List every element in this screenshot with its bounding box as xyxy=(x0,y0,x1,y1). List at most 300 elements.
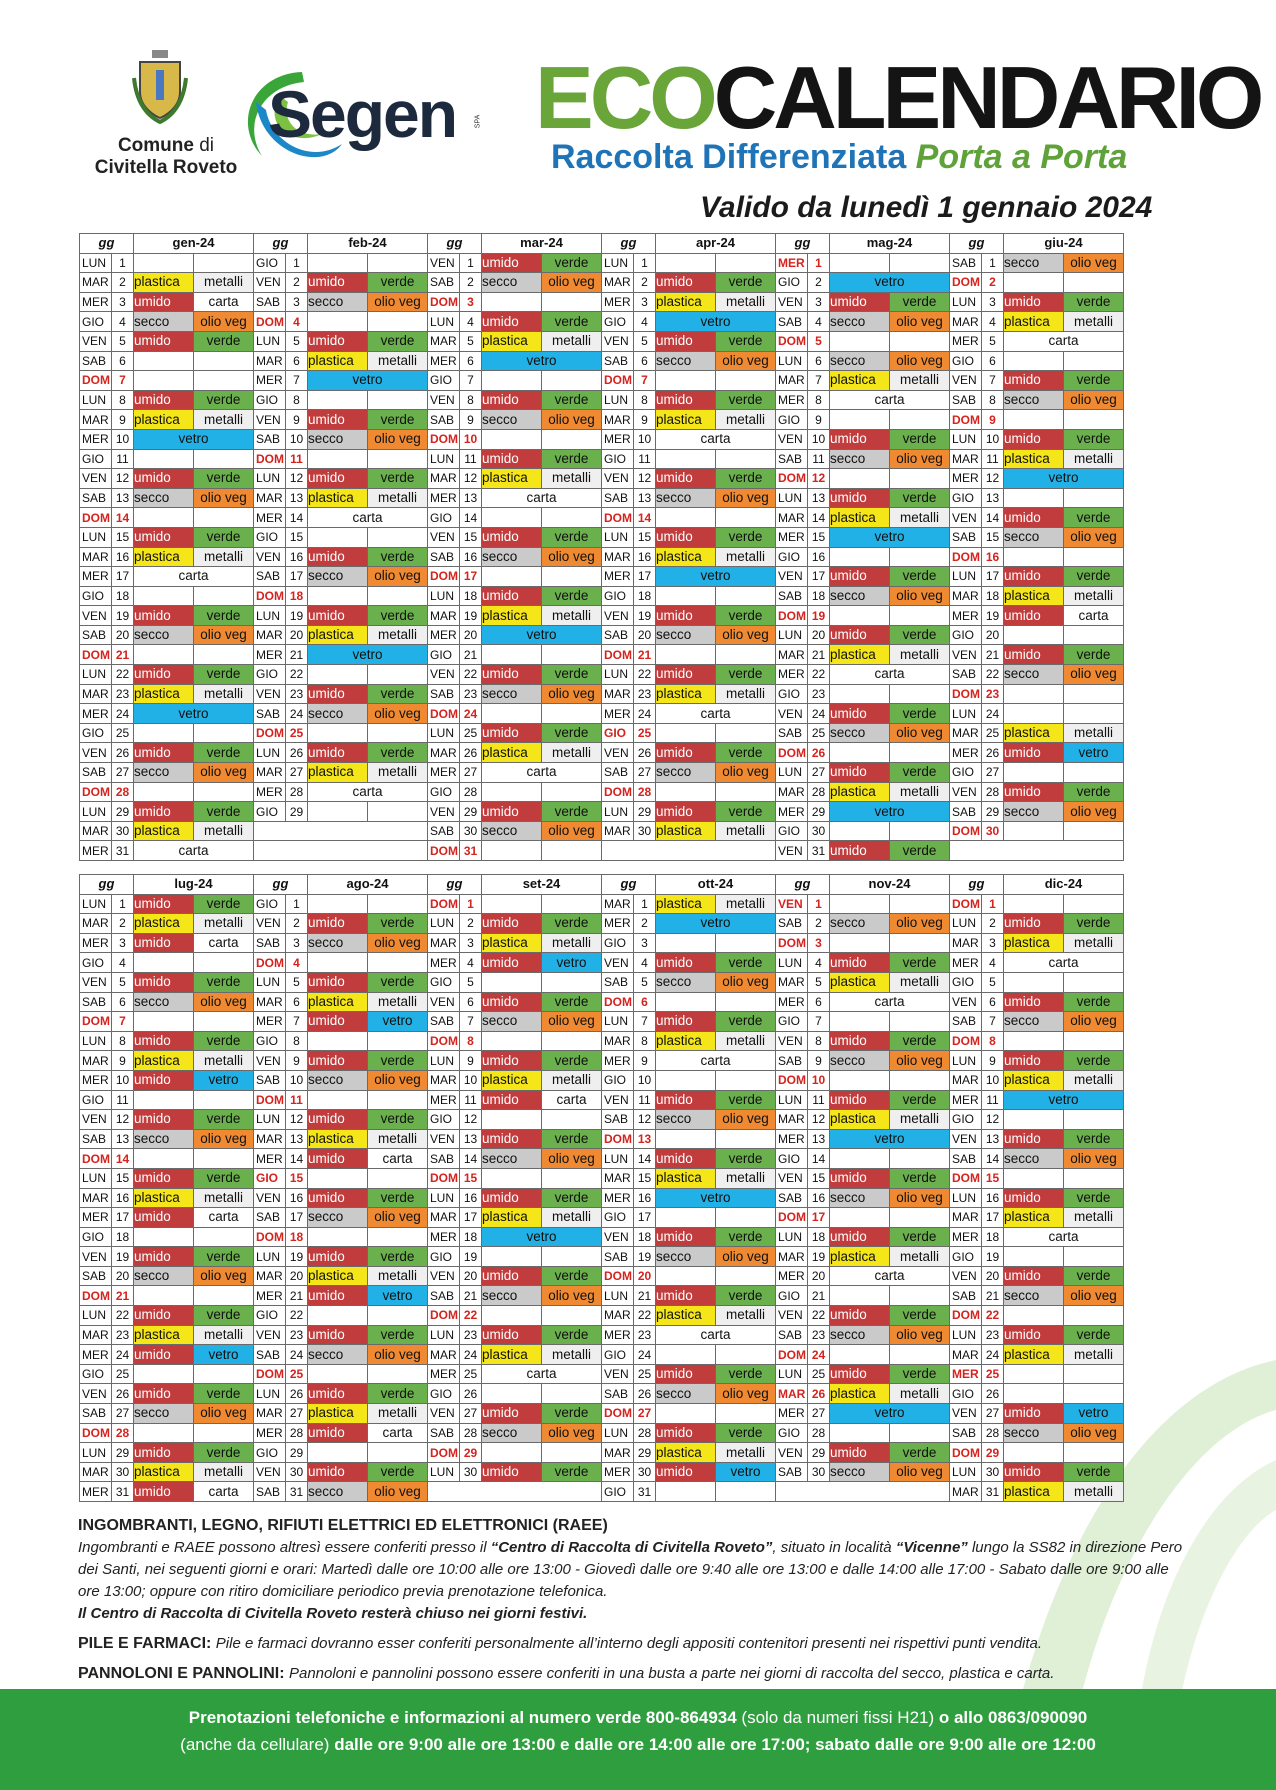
waste-vetro: vetro xyxy=(1064,743,1124,763)
calendar-row xyxy=(80,1247,1124,1267)
waste-empty xyxy=(542,1247,602,1267)
empty-cell xyxy=(254,841,428,861)
waste-empty xyxy=(1064,684,1124,704)
day-name: GIO xyxy=(254,390,286,410)
calendar-row xyxy=(80,527,1124,547)
day-name: GIO xyxy=(80,1090,112,1110)
day-name: MER xyxy=(254,782,286,802)
day-number: 2 xyxy=(982,273,1004,293)
waste-plastica: plastica xyxy=(308,625,368,645)
day-name: LUN xyxy=(428,1325,460,1345)
calendar-row xyxy=(80,704,1124,724)
day-name: MER xyxy=(776,802,808,822)
day-name: MER xyxy=(950,953,982,973)
calendar-row xyxy=(80,992,1124,1012)
day-number: 7 xyxy=(112,371,134,391)
day-name: MAR xyxy=(602,894,634,914)
day-number: 23 xyxy=(634,684,656,704)
waste-umido: umido xyxy=(308,1188,368,1208)
waste-umido: umido xyxy=(482,1266,542,1286)
waste-verde: verde xyxy=(890,488,950,508)
waste-metalli: metalli xyxy=(890,645,950,665)
day-number: 18 xyxy=(112,1227,134,1247)
waste-umido: umido xyxy=(830,953,890,973)
waste-umido: umido xyxy=(656,665,716,685)
waste-secco: secco xyxy=(134,763,194,783)
waste-umido: umido xyxy=(134,1110,194,1130)
waste-umido: umido xyxy=(482,253,542,273)
waste-carta: carta xyxy=(1004,331,1124,351)
waste-verde: verde xyxy=(542,390,602,410)
waste-plastica: plastica xyxy=(830,1384,890,1404)
waste-plastica: plastica xyxy=(134,547,194,567)
waste-olio: olio veg xyxy=(542,547,602,567)
day-name: GIO xyxy=(254,894,286,914)
day-number: 7 xyxy=(460,371,482,391)
waste-empty xyxy=(1064,1031,1124,1051)
day-name: SAB xyxy=(602,625,634,645)
day-number: 27 xyxy=(982,763,1004,783)
day-name: DOM xyxy=(602,1404,634,1424)
waste-verde: verde xyxy=(1064,371,1124,391)
day-name: MER xyxy=(776,1129,808,1149)
waste-olio: olio veg xyxy=(890,312,950,332)
waste-umido: umido xyxy=(656,390,716,410)
day-name: LUN xyxy=(80,894,112,914)
waste-umido: umido xyxy=(134,1306,194,1326)
gg-header: gg xyxy=(80,234,134,254)
waste-secco: secco xyxy=(482,1149,542,1169)
day-name: SAB xyxy=(254,1345,286,1365)
waste-empty xyxy=(656,723,716,743)
waste-empty xyxy=(482,841,542,861)
waste-empty xyxy=(368,723,428,743)
waste-metalli: metalli xyxy=(890,371,950,391)
day-number: 23 xyxy=(808,684,830,704)
waste-verde: verde xyxy=(890,1227,950,1247)
day-name: DOM xyxy=(602,1129,634,1149)
day-number: 21 xyxy=(808,1286,830,1306)
waste-verde: verde xyxy=(716,1227,776,1247)
day-name: SAB xyxy=(80,625,112,645)
day-name: MER xyxy=(950,743,982,763)
waste-empty xyxy=(368,253,428,273)
day-name: MER xyxy=(950,1227,982,1247)
waste-verde: verde xyxy=(194,1443,254,1463)
day-number: 5 xyxy=(286,972,308,992)
waste-empty xyxy=(890,410,950,430)
waste-plastica: plastica xyxy=(1004,1345,1064,1365)
day-number: 21 xyxy=(286,1286,308,1306)
day-number: 29 xyxy=(112,1443,134,1463)
waste-verde: verde xyxy=(716,273,776,293)
day-number: 28 xyxy=(634,782,656,802)
waste-empty xyxy=(890,1070,950,1090)
day-number: 17 xyxy=(112,1208,134,1228)
waste-plastica: plastica xyxy=(656,1031,716,1051)
waste-empty xyxy=(134,586,194,606)
waste-empty xyxy=(890,1423,950,1443)
day-number: 9 xyxy=(112,410,134,430)
waste-verde: verde xyxy=(1064,1325,1124,1345)
day-number: 23 xyxy=(460,684,482,704)
waste-empty xyxy=(194,723,254,743)
day-name: MER xyxy=(254,1012,286,1032)
waste-umido: umido xyxy=(308,1384,368,1404)
waste-metalli: metalli xyxy=(890,972,950,992)
day-name: DOM xyxy=(776,1345,808,1365)
waste-umido: umido xyxy=(830,1443,890,1463)
day-name: DOM xyxy=(254,1090,286,1110)
waste-empty xyxy=(134,953,194,973)
day-name: VEN xyxy=(80,1247,112,1267)
waste-vetro: vetro xyxy=(656,1188,776,1208)
waste-olio: olio veg xyxy=(716,1384,776,1404)
waste-secco: secco xyxy=(1004,1149,1064,1169)
day-number: 5 xyxy=(112,331,134,351)
day-name: GIO xyxy=(602,933,634,953)
waste-empty xyxy=(542,1384,602,1404)
day-name: VEN xyxy=(950,782,982,802)
day-name: MER xyxy=(776,992,808,1012)
waste-metalli: metalli xyxy=(890,508,950,528)
calendar-row xyxy=(80,1306,1124,1326)
day-name: MER xyxy=(254,1423,286,1443)
waste-empty xyxy=(134,1090,194,1110)
day-name: SAB xyxy=(776,586,808,606)
comune-crest-icon xyxy=(130,48,190,126)
waste-plastica: plastica xyxy=(830,508,890,528)
waste-verde: verde xyxy=(716,665,776,685)
day-name: VEN xyxy=(776,1306,808,1326)
day-number: 8 xyxy=(460,390,482,410)
waste-empty xyxy=(1004,351,1064,371)
waste-empty xyxy=(482,1384,542,1404)
waste-vetro: vetro xyxy=(830,527,950,547)
day-number: 16 xyxy=(286,1188,308,1208)
waste-empty xyxy=(482,1443,542,1463)
waste-empty xyxy=(368,1364,428,1384)
day-number: 24 xyxy=(112,704,134,724)
day-number: 13 xyxy=(634,1129,656,1149)
day-number: 11 xyxy=(982,1090,1004,1110)
day-name: GIO xyxy=(602,449,634,469)
waste-metalli: metalli xyxy=(542,1345,602,1365)
day-number: 29 xyxy=(286,802,308,822)
day-name: LUN xyxy=(80,1443,112,1463)
waste-vetro: vetro xyxy=(134,429,254,449)
waste-secco: secco xyxy=(308,1208,368,1228)
day-name: VEN xyxy=(254,914,286,934)
waste-umido: umido xyxy=(482,1129,542,1149)
day-number: 15 xyxy=(982,1168,1004,1188)
day-number: 13 xyxy=(286,488,308,508)
waste-umido: umido xyxy=(308,1149,368,1169)
day-number: 3 xyxy=(634,933,656,953)
day-name: MAR xyxy=(602,1306,634,1326)
waste-secco: secco xyxy=(308,1345,368,1365)
waste-umido: umido xyxy=(134,527,194,547)
waste-verde: verde xyxy=(890,841,950,861)
month-header: ott-24 xyxy=(656,875,776,895)
waste-plastica: plastica xyxy=(656,684,716,704)
segen-logo-text: Segen xyxy=(268,77,457,151)
day-name: DOM xyxy=(428,894,460,914)
waste-umido: umido xyxy=(1004,914,1064,934)
day-number: 10 xyxy=(112,1070,134,1090)
month-header: mag-24 xyxy=(830,234,950,254)
waste-metalli: metalli xyxy=(368,488,428,508)
waste-empty xyxy=(1064,1110,1124,1130)
waste-empty xyxy=(308,802,368,822)
day-number: 15 xyxy=(982,527,1004,547)
waste-vetro: vetro xyxy=(830,273,950,293)
waste-empty xyxy=(890,253,950,273)
waste-empty xyxy=(830,933,890,953)
calendar-jan-jun xyxy=(79,233,1124,861)
waste-empty xyxy=(656,645,716,665)
day-name: MER xyxy=(776,1404,808,1424)
day-name: LUN xyxy=(602,1012,634,1032)
day-number: 6 xyxy=(634,351,656,371)
waste-empty xyxy=(542,1306,602,1326)
waste-empty xyxy=(542,645,602,665)
waste-metalli: metalli xyxy=(368,763,428,783)
waste-plastica: plastica xyxy=(830,645,890,665)
waste-olio: olio veg xyxy=(890,1462,950,1482)
day-name: LUN xyxy=(254,606,286,626)
waste-umido: umido xyxy=(134,1070,194,1090)
day-number: 21 xyxy=(982,1286,1004,1306)
waste-secco: secco xyxy=(482,684,542,704)
waste-empty xyxy=(542,972,602,992)
waste-verde: verde xyxy=(368,410,428,430)
day-number: 17 xyxy=(460,567,482,587)
waste-empty xyxy=(1064,1384,1124,1404)
day-number: 21 xyxy=(982,645,1004,665)
month-header: gen-24 xyxy=(134,234,254,254)
waste-secco: secco xyxy=(656,351,716,371)
waste-empty xyxy=(1004,488,1064,508)
waste-vetro: vetro xyxy=(1004,469,1124,489)
day-number: 3 xyxy=(112,292,134,312)
day-name: MAR xyxy=(254,763,286,783)
day-name: SAB xyxy=(428,1286,460,1306)
day-name: LUN xyxy=(80,1168,112,1188)
gg-header: gg xyxy=(254,234,308,254)
day-number: 9 xyxy=(634,410,656,430)
day-name: DOM xyxy=(428,292,460,312)
day-name: SAB xyxy=(254,933,286,953)
day-number: 3 xyxy=(982,292,1004,312)
waste-empty xyxy=(830,1149,890,1169)
day-name: LUN xyxy=(776,488,808,508)
waste-empty xyxy=(194,449,254,469)
waste-plastica: plastica xyxy=(308,1129,368,1149)
waste-olio: olio veg xyxy=(542,1012,602,1032)
waste-metalli: metalli xyxy=(368,1266,428,1286)
waste-umido: umido xyxy=(134,1168,194,1188)
day-number: 16 xyxy=(286,547,308,567)
waste-umido: umido xyxy=(308,972,368,992)
day-number: 25 xyxy=(112,723,134,743)
day-number: 28 xyxy=(634,1423,656,1443)
day-name: MAR xyxy=(950,1345,982,1365)
waste-umido: umido xyxy=(482,1188,542,1208)
day-name: MAR xyxy=(776,645,808,665)
waste-verde: verde xyxy=(890,704,950,724)
day-name: VEN xyxy=(776,1443,808,1463)
day-number: 30 xyxy=(460,821,482,841)
day-number: 26 xyxy=(634,1384,656,1404)
waste-verde: verde xyxy=(542,253,602,273)
day-number: 24 xyxy=(982,1345,1004,1365)
day-number: 2 xyxy=(460,273,482,293)
waste-metalli: metalli xyxy=(1064,586,1124,606)
waste-empty xyxy=(542,894,602,914)
day-number: 5 xyxy=(634,972,656,992)
day-name: VEN xyxy=(254,684,286,704)
day-number: 15 xyxy=(808,1168,830,1188)
waste-empty xyxy=(368,1090,428,1110)
day-number: 10 xyxy=(808,429,830,449)
day-number: 4 xyxy=(460,953,482,973)
day-name: VEN xyxy=(776,1031,808,1051)
validity-date: Valido da lunedì 1 gennaio 2024 xyxy=(700,191,1153,224)
day-name: GIO xyxy=(776,1012,808,1032)
waste-empty xyxy=(656,586,716,606)
waste-verde: verde xyxy=(368,1462,428,1482)
day-name: MER xyxy=(254,1149,286,1169)
day-name: SAB xyxy=(254,567,286,587)
day-name: SAB xyxy=(428,1423,460,1443)
waste-verde: verde xyxy=(716,527,776,547)
day-name: SAB xyxy=(254,1070,286,1090)
day-name: DOM xyxy=(950,547,982,567)
day-number: 4 xyxy=(808,312,830,332)
day-name: VEN xyxy=(950,1129,982,1149)
waste-umido: umido xyxy=(1004,1325,1064,1345)
waste-empty xyxy=(716,1482,776,1502)
gg-header: gg xyxy=(602,875,656,895)
waste-umido: umido xyxy=(656,1149,716,1169)
day-name: VEN xyxy=(80,743,112,763)
day-number: 26 xyxy=(286,743,308,763)
waste-empty xyxy=(1004,684,1064,704)
waste-empty xyxy=(308,586,368,606)
waste-metalli: metalli xyxy=(368,1404,428,1424)
waste-verde: verde xyxy=(716,1149,776,1169)
waste-umido: umido xyxy=(830,1227,890,1247)
waste-secco: secco xyxy=(134,1404,194,1424)
waste-empty xyxy=(890,547,950,567)
waste-verde: verde xyxy=(368,684,428,704)
waste-empty xyxy=(308,1031,368,1051)
waste-olio: olio veg xyxy=(1064,1423,1124,1443)
waste-umido: umido xyxy=(134,802,194,822)
waste-secco: secco xyxy=(134,992,194,1012)
waste-umido: umido xyxy=(830,429,890,449)
calendar-row xyxy=(80,390,1124,410)
day-name: MER xyxy=(602,567,634,587)
waste-empty xyxy=(1004,1031,1064,1051)
waste-carta: carta xyxy=(368,1423,428,1443)
calendar-row xyxy=(80,1384,1124,1404)
day-number: 20 xyxy=(460,625,482,645)
day-name: VEN xyxy=(950,508,982,528)
day-number: 18 xyxy=(286,1227,308,1247)
waste-umido: umido xyxy=(830,567,890,587)
day-name: MAR xyxy=(80,410,112,430)
waste-umido: umido xyxy=(134,1443,194,1463)
calendar-row xyxy=(80,488,1124,508)
waste-olio: olio veg xyxy=(368,1208,428,1228)
day-number: 8 xyxy=(286,390,308,410)
day-name: GIO xyxy=(428,1247,460,1267)
waste-secco: secco xyxy=(482,1012,542,1032)
day-number: 5 xyxy=(460,331,482,351)
gg-header: gg xyxy=(776,234,830,254)
day-number: 18 xyxy=(808,586,830,606)
waste-empty xyxy=(368,390,428,410)
day-name: MAR xyxy=(776,782,808,802)
waste-umido: umido xyxy=(1004,1129,1064,1149)
waste-plastica: plastica xyxy=(482,331,542,351)
day-number: 3 xyxy=(982,933,1004,953)
waste-plastica: plastica xyxy=(134,273,194,293)
day-name: SAB xyxy=(80,351,112,371)
waste-empty xyxy=(194,1286,254,1306)
waste-olio: olio veg xyxy=(1064,1012,1124,1032)
waste-umido: umido xyxy=(482,914,542,934)
day-name: SAB xyxy=(428,1149,460,1169)
waste-empty xyxy=(890,606,950,626)
waste-umido: umido xyxy=(482,992,542,1012)
waste-umido: umido xyxy=(134,894,194,914)
day-number: 22 xyxy=(112,665,134,685)
calendar-jul-dec xyxy=(79,874,1124,1502)
day-name: MAR xyxy=(602,410,634,430)
day-number: 28 xyxy=(286,782,308,802)
waste-empty xyxy=(134,508,194,528)
day-name: LUN xyxy=(950,1188,982,1208)
calendar-row xyxy=(80,567,1124,587)
day-name: MAR xyxy=(950,449,982,469)
waste-verde: verde xyxy=(368,914,428,934)
day-number: 14 xyxy=(982,1149,1004,1169)
waste-vetro: vetro xyxy=(830,1129,950,1149)
day-number: 8 xyxy=(808,390,830,410)
day-number: 8 xyxy=(982,1031,1004,1051)
calendar-row xyxy=(80,782,1124,802)
calendar-row xyxy=(80,253,1124,273)
day-number: 30 xyxy=(982,1462,1004,1482)
day-name: DOM xyxy=(950,1168,982,1188)
waste-empty xyxy=(368,802,428,822)
day-name: MER xyxy=(80,704,112,724)
day-name: MAR xyxy=(428,331,460,351)
day-number: 13 xyxy=(112,488,134,508)
day-name: GIO xyxy=(602,1345,634,1365)
day-number: 27 xyxy=(460,763,482,783)
waste-empty xyxy=(1064,894,1124,914)
waste-umido: umido xyxy=(134,933,194,953)
calendar-row xyxy=(80,953,1124,973)
day-name: MER xyxy=(428,1364,460,1384)
gg-header: gg xyxy=(428,234,482,254)
waste-olio: olio veg xyxy=(1064,390,1124,410)
day-number: 6 xyxy=(982,992,1004,1012)
